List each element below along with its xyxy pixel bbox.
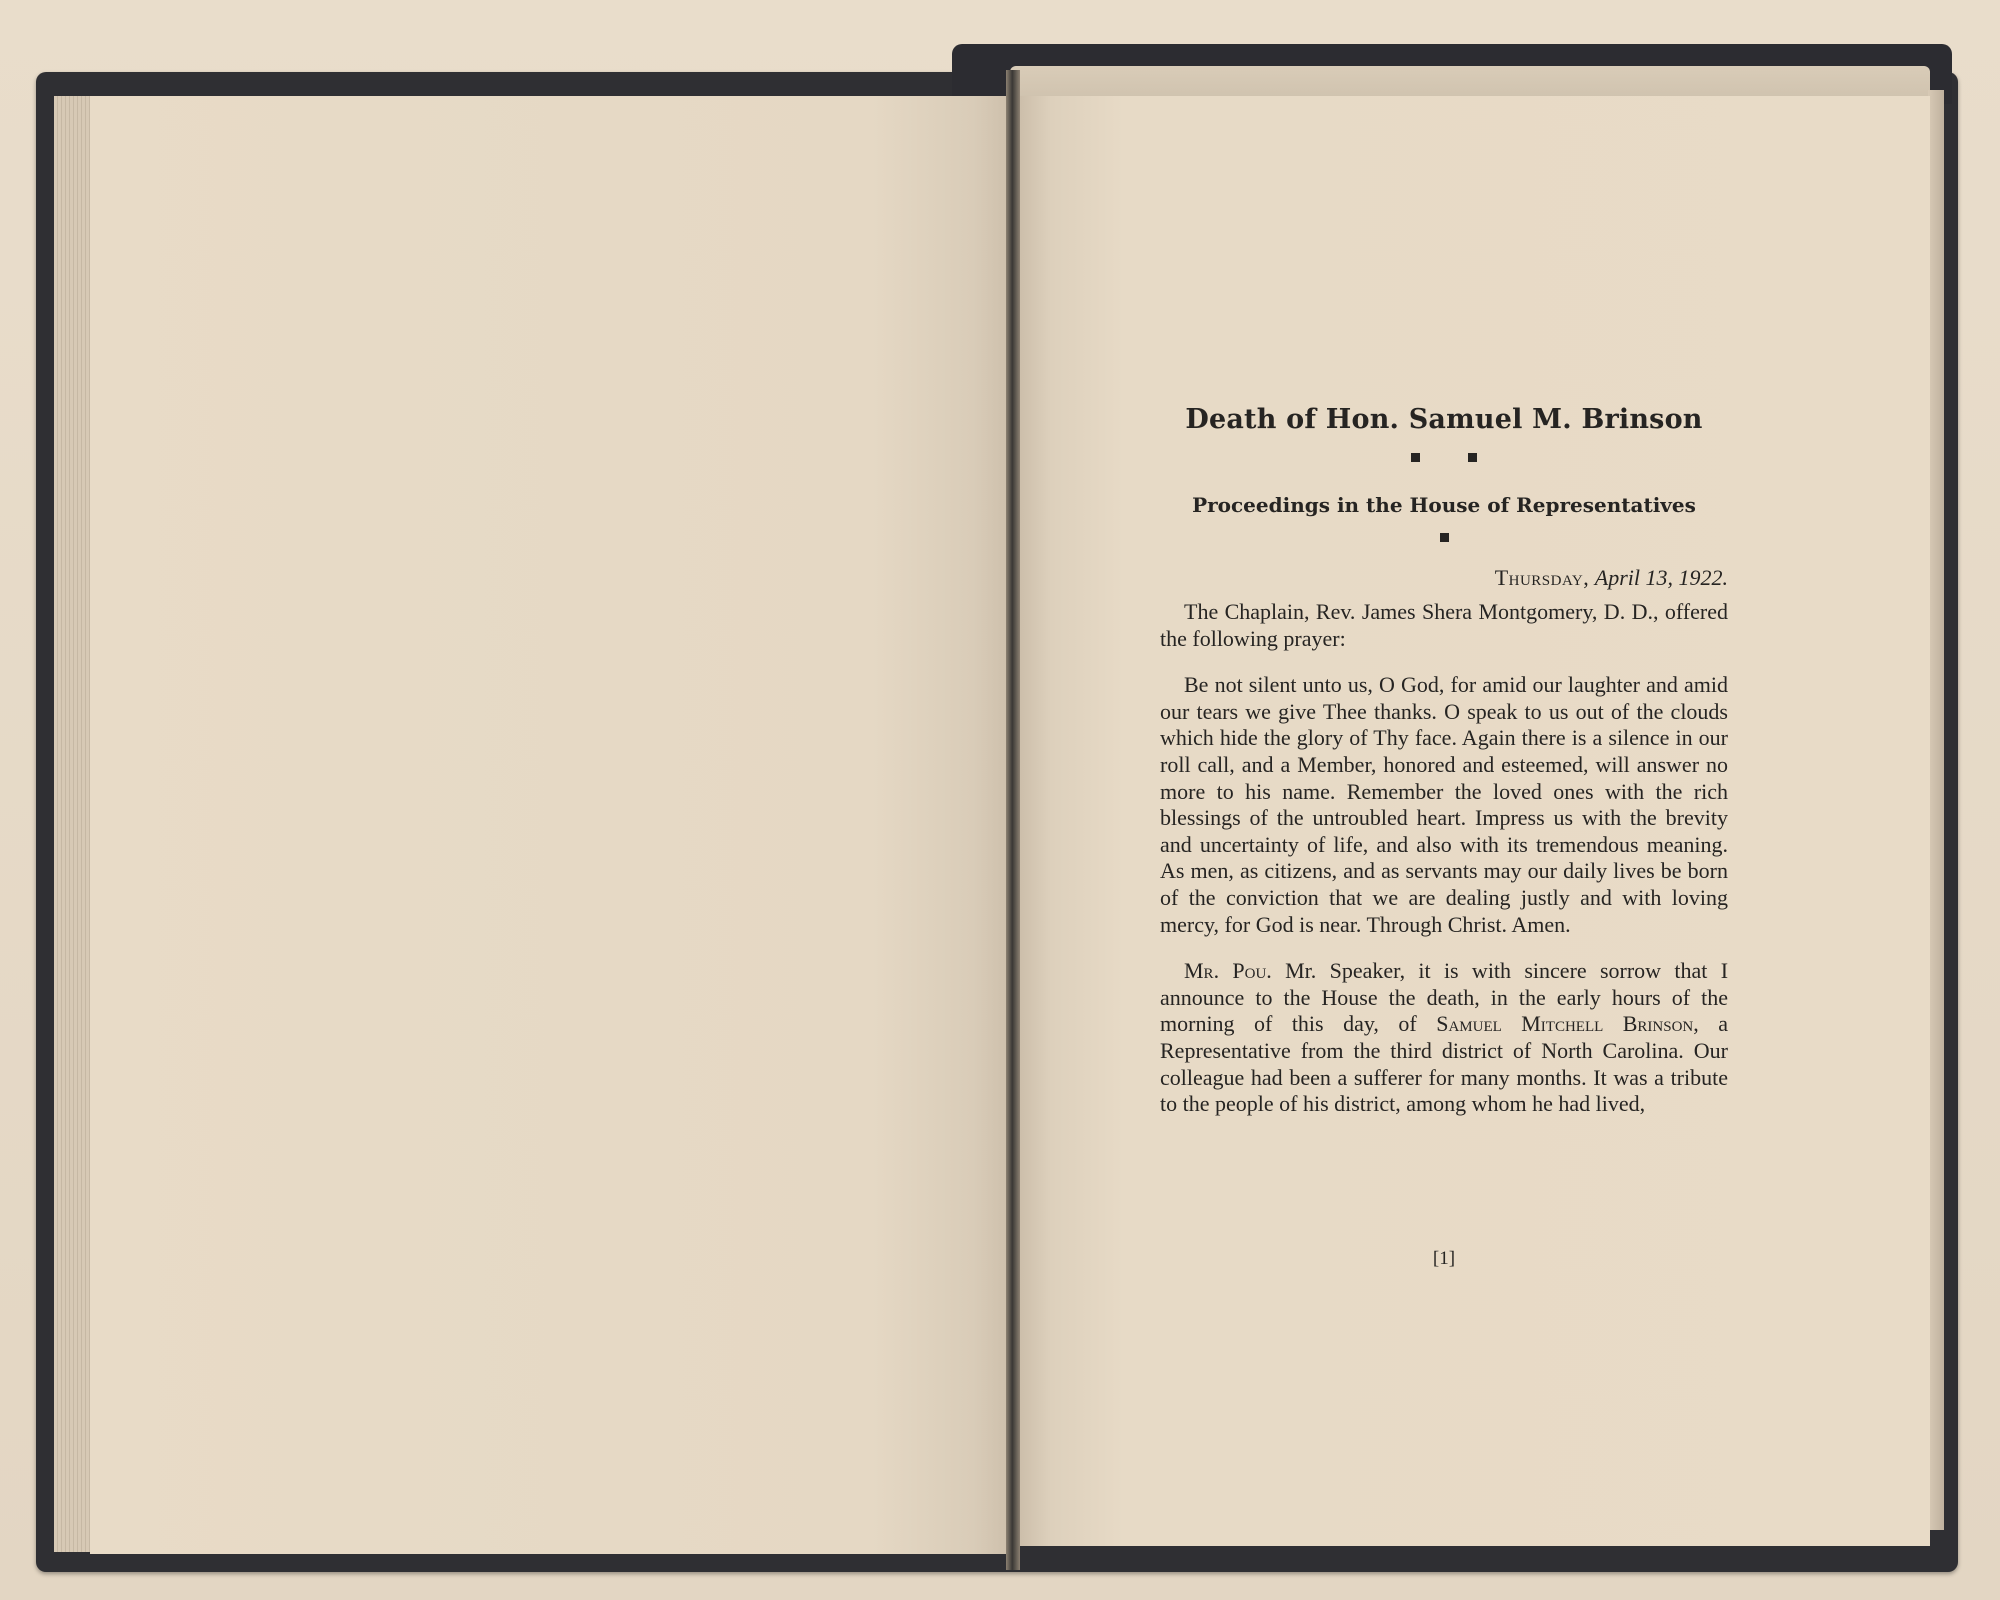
ornament-square-icon	[1440, 533, 1449, 542]
page-title: Death of Hon. Samuel M. Brinson	[1185, 404, 1703, 435]
announcement-text-b: a Representative from the third district of North Carolina. Our colleague had been a sufferer for many months. It was a tribute to the people of his district, among whom he had lived,	[1160, 1011, 1729, 1117]
announcement-text-a: Mr. Speaker, it is with sincere sorrow that I announce to the House the death, in the early hours of the morning of this day, of	[1160, 958, 1729, 1037]
ornament-square-icon	[1411, 453, 1420, 462]
prayer-paragraph: Be not silent unto us, O God, for amid our laughter and amid our tears we give Thee thanks. O speak to us out of the clouds which hide the glory of Thy face. Again there is a silence in our roll call, and a Member, honored and esteemed, will answer no more to his name. Remember the loved ones with the rich blessings of the untroubled heart. Impress us with the brevity and uncertainty of life, and also with its tremendous meaning. As men, as citizens, and as servants may our daily lives be born of the conviction that we are dealing justly and with loving mercy, for God is near. Through Christ. Amen.	[1160, 672, 1728, 937]
right-page-edge	[1928, 90, 1944, 1530]
left-page-edge	[54, 96, 92, 1552]
chaplain-paragraph: The Chaplain, Rev. James Shera Montgomery, D. D., offered the following prayer:	[1160, 599, 1728, 651]
right-page-stack	[1010, 66, 1930, 100]
session-date	[1160, 565, 1728, 591]
page-text	[1160, 400, 1728, 1118]
ornament-square-icon	[1468, 453, 1477, 462]
date-text: April 13, 1922.	[1594, 565, 1728, 590]
subtitle-ornament	[1160, 529, 1728, 549]
page-number: [1]	[1432, 1248, 1456, 1269]
left-page	[90, 96, 1010, 1554]
book-gutter	[1006, 70, 1020, 1570]
deceased-name: Samuel Mitchell Brinson,	[1436, 1011, 1699, 1037]
speaker-name: Mr. Pou.	[1184, 958, 1272, 984]
date-day: Thursday,	[1494, 565, 1590, 590]
title-ornament	[1160, 449, 1728, 475]
announcement-paragraph	[1160, 958, 1728, 1118]
page-subtitle: Proceedings in the House of Representatives	[1192, 493, 1696, 517]
